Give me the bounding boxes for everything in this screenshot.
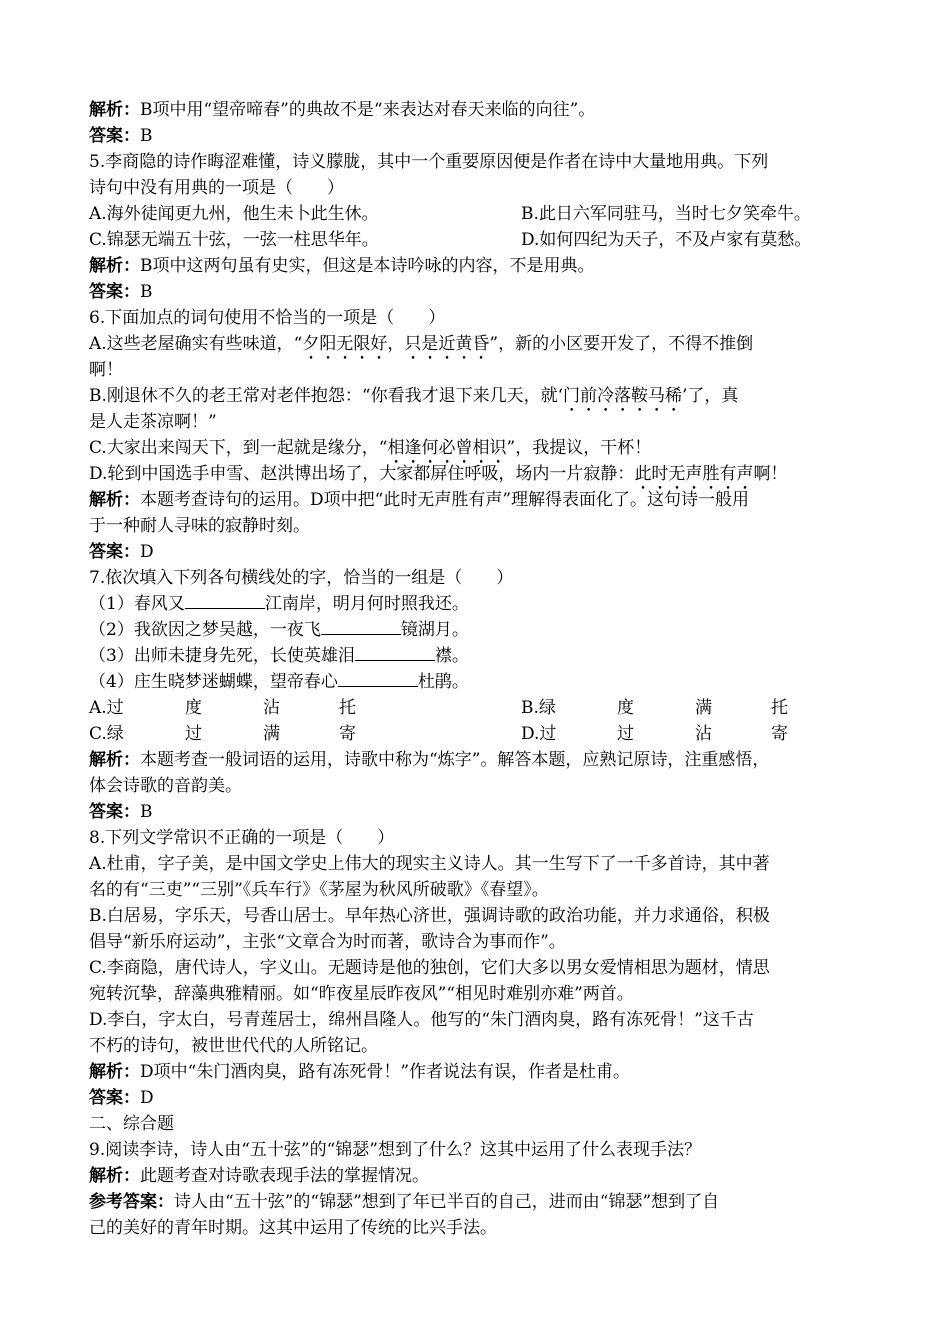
q6-option-c-dotted: 相逢何必曾相识 bbox=[387, 438, 507, 458]
q5-option-a: A.海外徒闻更九州，他生未卜此生休。 bbox=[89, 204, 379, 224]
q5-option-c: C.锦瑟无端五十弦，一弦一柱思华年。 bbox=[89, 230, 379, 250]
q7-option-d bbox=[521, 721, 788, 747]
q5-option-b: B.此日六军同驻马，当时七夕笑牵牛。 bbox=[521, 204, 811, 224]
q7-sentence-1 bbox=[89, 591, 879, 617]
q6-option-a-dotted: 夕阳无限好，只是近黄昏 bbox=[302, 334, 490, 354]
q9-analysis-text: 此题考查对诗歌表现手法的掌握情况。 bbox=[140, 1166, 429, 1186]
q6-analysis-line-1 bbox=[89, 487, 879, 513]
fill-blank bbox=[355, 644, 435, 661]
q7-sentence-2-text-end: 镜湖月。 bbox=[400, 620, 469, 640]
analysis-label: 解析： bbox=[89, 490, 140, 510]
q7-option-a bbox=[89, 695, 521, 721]
q5-analysis-text: B项中这两句虽有史实，但这是本诗吟咏的内容，不是用典。 bbox=[140, 256, 595, 276]
q7-option-c-word-4: 寄 bbox=[339, 724, 356, 744]
q6-option-b-text: B.刚退休不久的老王常对老伴抱怨：“你看我才退下来几天，就‘ bbox=[89, 386, 563, 406]
fill-blank bbox=[321, 618, 401, 635]
q7-answer-value: B bbox=[140, 802, 153, 822]
q7-sentence-3 bbox=[89, 643, 879, 669]
q6-option-b-dotted: 门前冷落鞍马稀 bbox=[563, 386, 682, 406]
q6-analysis-text: 本题考查诗句的运用。D项中把“此时无声胜有声”理解得表面化了。这句诗一般用 bbox=[140, 490, 750, 510]
q6-option-b-line-2: 是人走茶凉啊！” bbox=[89, 412, 217, 432]
q6-option-d-text: D.轮到中国选手申雪、赵洪博出场了，大家都屏住呼吸，场内一片寂静： bbox=[89, 464, 635, 484]
answer-label: 答案： bbox=[89, 126, 140, 146]
q6-option-a-line-2: 啊！ bbox=[89, 360, 123, 380]
q6-option-b-line-1 bbox=[89, 383, 879, 409]
q8-option-b-line-2: 倡导“新乐府运动”，主张“文章合为时而著，歌诗合为事而作”。 bbox=[89, 932, 566, 952]
fill-blank bbox=[185, 592, 265, 609]
q5-options-row-2 bbox=[89, 227, 879, 253]
q5-stem-line-1: 5.李商隐的诗作晦涩难懂，诗义朦胧，其中一个重要原因便是作者在诗中大量地用典。下列 bbox=[89, 152, 769, 172]
q6-analysis-line-2: 于一种耐人寻味的寂静时刻。 bbox=[89, 516, 310, 536]
q6-option-c-line bbox=[89, 435, 879, 461]
q8-answer-line bbox=[89, 1085, 879, 1111]
q6-option-a-text-end: ”，新的小区要开发了，不得不推倒 bbox=[489, 334, 754, 354]
answer-label: 答案： bbox=[89, 282, 140, 302]
q7-sentence-4-text: （4）庄生晓梦迷蝴蝶，望帝春心 bbox=[89, 672, 338, 692]
q7-option-a-word-2: 度 bbox=[185, 698, 202, 718]
q7-sentence-1-text-end: 江南岸，明月何时照我还。 bbox=[264, 594, 469, 614]
q6-option-a-line-1 bbox=[89, 331, 879, 357]
q7-analysis-line-1 bbox=[89, 747, 879, 773]
q6-option-d-text-end: 啊！ bbox=[753, 464, 788, 484]
q5-option-d: D.如何四纪为天子，不及卢家有莫愁。 bbox=[521, 230, 812, 250]
q4-answer-line bbox=[89, 123, 879, 149]
q6-option-b-text-end: ’了，真 bbox=[682, 386, 739, 406]
document-page bbox=[89, 97, 879, 1241]
q7-option-c-word-2: 过 bbox=[185, 724, 202, 744]
q9-reference-line-1 bbox=[89, 1189, 879, 1215]
q7-options-row-1 bbox=[89, 695, 879, 721]
answer-label: 答案： bbox=[89, 542, 140, 562]
q7-sentence-1-text: （1）春风又 bbox=[89, 594, 185, 614]
q7-sentence-4 bbox=[89, 669, 879, 695]
q7-sentence-4-text-end: 杜鹃。 bbox=[417, 672, 469, 692]
q4-analysis-line bbox=[89, 97, 879, 123]
q5-options-row-1 bbox=[89, 201, 879, 227]
analysis-label: 解析： bbox=[89, 750, 140, 770]
q7-option-c bbox=[89, 721, 521, 747]
q4-answer-value: B bbox=[140, 126, 153, 146]
q7-option-d-word-3: 沾 bbox=[695, 724, 712, 744]
q6-option-d-line bbox=[89, 461, 879, 487]
q7-option-a-word-1: A.过 bbox=[89, 698, 124, 718]
q7-analysis-text: 本题考查一般词语的运用，诗歌中称为“炼字”。解答本题，应熟记原诗，注重感悟， bbox=[140, 750, 770, 770]
q8-option-c-line-1: C.李商隐，唐代诗人，字义山。无题诗是他的独创，它们大多以男女爱情相思为题材，情思 bbox=[89, 958, 770, 978]
q8-analysis-line bbox=[89, 1059, 879, 1085]
section-heading: 二、综合题 bbox=[89, 1114, 174, 1134]
q8-option-d-line-1: D.李白，字太白，号青莲居士，绵州昌隆人。他写的“朱门酒肉臭，路有冻死骨！”这千古 bbox=[89, 1010, 754, 1030]
q6-option-d-dotted: 此时无声胜有声 bbox=[634, 464, 754, 484]
q7-sentence-2 bbox=[89, 617, 879, 643]
q5-analysis-line bbox=[89, 253, 879, 279]
q8-stem: 8.下列文学常识不正确的一项是（ ） bbox=[89, 828, 395, 848]
q5-answer-line bbox=[89, 279, 879, 305]
q7-sentence-2-text: （2）我欲因之梦吴越，一夜飞 bbox=[89, 620, 321, 640]
q7-sentence-3-text-end: 襟。 bbox=[434, 646, 469, 666]
q5-stem-line-2: 诗句中没有用典的一项是（ ） bbox=[89, 178, 344, 198]
q9-stem: 9.阅读李诗，诗人由“五十弦”的“锦瑟”想到了什么？这其中运用了什么表现手法？ bbox=[89, 1140, 701, 1160]
q7-options-row-2 bbox=[89, 721, 879, 747]
q7-analysis-line-2: 体会诗歌的音韵美。 bbox=[89, 776, 242, 796]
q7-option-b bbox=[521, 695, 788, 721]
q8-option-a-line-2: 名的有“三吏”“三别”《兵车行》《茅屋为秋风所破歌》《春望》。 bbox=[89, 880, 549, 900]
fill-blank bbox=[338, 670, 418, 687]
answer-label: 答案： bbox=[89, 1088, 140, 1108]
q7-option-a-word-4: 托 bbox=[339, 698, 356, 718]
q8-option-b-line-1: B.白居易，字乐天，号香山居士。早年热心济世，强调诗歌的政治功能，并力求通俗，积极 bbox=[89, 906, 770, 926]
q6-stem: 6.下面加点的词句使用不恰当的一项是（ ） bbox=[89, 308, 446, 328]
q7-option-d-word-1: D.过 bbox=[521, 724, 557, 744]
q7-option-d-word-4: 寄 bbox=[771, 724, 788, 744]
q9-analysis-line bbox=[89, 1163, 879, 1189]
q7-option-b-word-4: 托 bbox=[771, 698, 788, 718]
q7-option-b-word-1: B.绿 bbox=[521, 698, 556, 718]
analysis-label: 解析： bbox=[89, 1062, 140, 1082]
q8-analysis-text: D项中“朱门酒肉臭，路有冻死骨！”作者说法有误，作者是杜甫。 bbox=[140, 1062, 631, 1082]
q6-answer-value: D bbox=[140, 542, 154, 562]
q7-option-c-word-1: C.绿 bbox=[89, 724, 124, 744]
analysis-label: 解析： bbox=[89, 1166, 140, 1186]
q7-option-d-word-2: 过 bbox=[617, 724, 634, 744]
answer-label: 答案： bbox=[89, 802, 140, 822]
q8-answer-value: D bbox=[140, 1088, 154, 1108]
q7-stem: 7.依次填入下列各句横线处的字，恰当的一组是（ ） bbox=[89, 568, 514, 588]
q8-option-d-line-2: 不朽的诗句，被世世代代的人所铭记。 bbox=[89, 1036, 378, 1056]
reference-answer-label: 参考答案： bbox=[89, 1192, 174, 1212]
analysis-label: 解析： bbox=[89, 256, 140, 276]
q6-answer-line bbox=[89, 539, 879, 565]
q7-option-c-word-3: 满 bbox=[263, 724, 280, 744]
q6-option-a-text: A.这些老屋确实有些味道，“ bbox=[89, 334, 303, 354]
q4-analysis-text: B项中用“望帝啼春”的典故不是“来表达对春天来临的向往”。 bbox=[140, 100, 596, 120]
q8-option-c-line-2: 宛转沉挚，辞藻典雅精丽。如“昨夜星辰昨夜风”“相见时难别亦难”两首。 bbox=[89, 984, 634, 1004]
q9-reference-line-2: 己的美好的青年时期。这其中运用了传统的比兴手法。 bbox=[89, 1218, 497, 1238]
q7-option-b-word-3: 满 bbox=[695, 698, 712, 718]
q7-sentence-3-text: （3）出师未捷身先死，长使英雄泪 bbox=[89, 646, 355, 666]
analysis-label: 解析： bbox=[89, 100, 140, 120]
q7-answer-line bbox=[89, 799, 879, 825]
q7-option-a-word-3: 沾 bbox=[263, 698, 280, 718]
q9-reference-text: 诗人由“五十弦”的“锦瑟”想到了年已半百的自己，进而由“锦瑟”想到了自 bbox=[174, 1192, 720, 1212]
q7-option-b-word-2: 度 bbox=[617, 698, 634, 718]
q5-answer-value: B bbox=[140, 282, 153, 302]
q6-option-c-text-end: ”，我提议，干杯！ bbox=[506, 438, 652, 458]
q6-option-c-text: C.大家出来闯天下，到一起就是缘分，“ bbox=[89, 438, 388, 458]
q8-option-a-line-1: A.杜甫，字子美，是中国文学史上伟大的现实主义诗人。其一生写下了一千多首诗，其中著 bbox=[89, 854, 770, 874]
